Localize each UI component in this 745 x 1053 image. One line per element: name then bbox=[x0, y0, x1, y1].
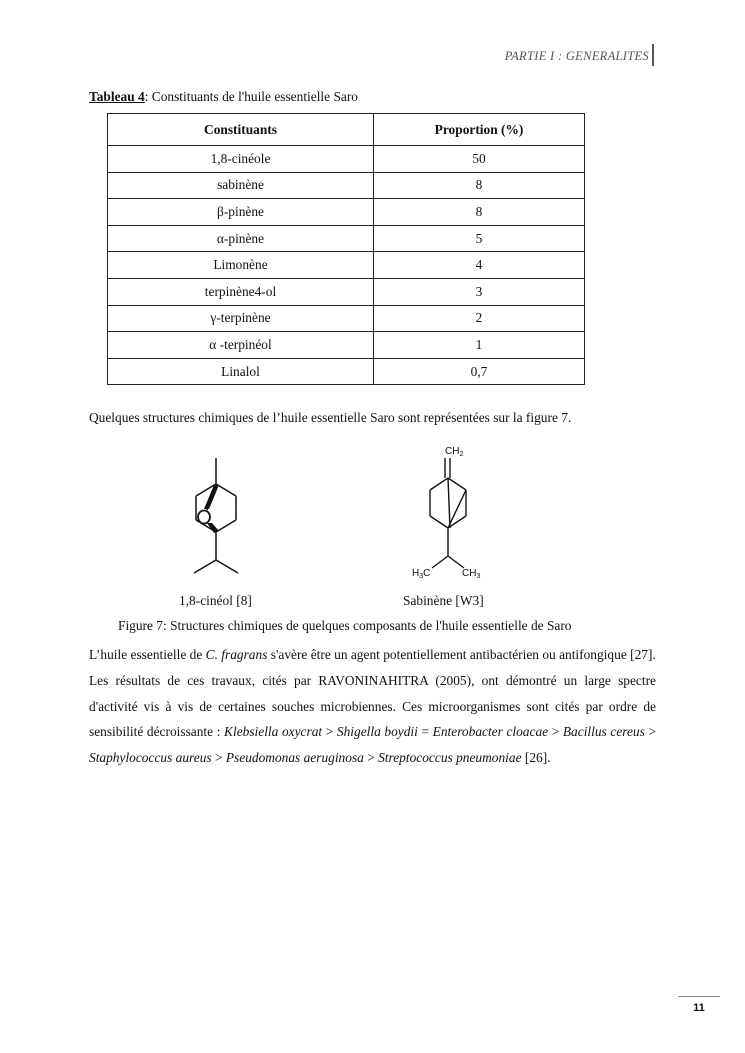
running-header: PARTIE I : GENERALITES bbox=[504, 49, 649, 63]
cell-constituent: α -terpinéol bbox=[108, 332, 374, 359]
table-caption-text: : Constituants de l'huile essentielle Saro bbox=[144, 89, 358, 104]
cell-constituent: α-pinène bbox=[108, 225, 374, 252]
table-caption bbox=[89, 89, 358, 105]
organism-name: Enterobacter cloacae bbox=[432, 724, 549, 740]
h3c-label: $H_3C$ bbox=[412, 568, 431, 580]
separator: > bbox=[363, 750, 379, 766]
text-run: [26]. bbox=[521, 750, 551, 766]
cell-proportion: 50 bbox=[374, 146, 585, 173]
cell-constituent: terpinène4-ol bbox=[108, 278, 374, 305]
header-cell-constituents: Constituants bbox=[108, 114, 374, 146]
oxygen-atom bbox=[198, 511, 210, 524]
ch2-label: $CH_2$ bbox=[445, 446, 464, 458]
cell-constituent: β-pinène bbox=[108, 199, 374, 226]
header-divider bbox=[652, 44, 654, 66]
paragraph-results bbox=[89, 668, 656, 771]
table-row bbox=[108, 252, 585, 279]
organism-name: Pseudomonas aeruginosa bbox=[225, 750, 364, 766]
text-run: L’huile essentielle de bbox=[89, 647, 206, 662]
cell-constituent: 1,8-cinéole bbox=[108, 146, 374, 173]
cell-proportion: 4 bbox=[374, 252, 585, 279]
organism-name: Staphylococcus aureus bbox=[89, 750, 212, 766]
sabinene-structure bbox=[410, 440, 490, 582]
organism-name: Klebsiella oxycrat bbox=[224, 724, 323, 740]
table-row bbox=[108, 305, 585, 332]
constituents-table bbox=[107, 113, 585, 385]
cineole-label: 1,8-cinéol [8] bbox=[179, 593, 252, 608]
table-header-row bbox=[108, 114, 585, 146]
cell-proportion: 8 bbox=[374, 199, 585, 226]
cell-proportion: 3 bbox=[374, 278, 585, 305]
table-row bbox=[108, 172, 585, 199]
table-row bbox=[108, 358, 585, 385]
separator: > bbox=[644, 724, 656, 740]
paragraph-activity bbox=[89, 642, 656, 668]
table-row bbox=[108, 278, 585, 305]
cell-constituent: Linalol bbox=[108, 358, 374, 385]
cineole-structure bbox=[185, 452, 250, 577]
table-caption-label: Tableau 4 bbox=[89, 89, 145, 104]
cell-proportion: 0,7 bbox=[374, 358, 585, 385]
separator: > bbox=[322, 724, 337, 740]
cell-constituent: sabinène bbox=[108, 172, 374, 199]
text-run: s'avère être un agent potentiellement antibactérien ou antifongique [27]. bbox=[267, 647, 656, 662]
cell-proportion: 5 bbox=[374, 225, 585, 252]
header-cell-proportion: Proportion (%) bbox=[374, 114, 585, 146]
organism-name: Shigella boydii bbox=[336, 724, 418, 740]
body-text bbox=[89, 642, 656, 771]
cell-proportion: 8 bbox=[374, 172, 585, 199]
organism-name: Bacillus cereus bbox=[562, 724, 645, 740]
separator: > bbox=[548, 724, 563, 740]
figure-caption: Figure 7: Structures chimiques de quelques composants de l'huile essentielle de Saro bbox=[118, 618, 572, 633]
text-run: Les résultats de ces travaux, cités par RAVONINAHITRA (2005), ont démontré un large spectre d'activité vis à vis de certaines souches microbiennes. Ces microorganismes sont cités par ordre de sensibilité décroissante : bbox=[89, 672, 656, 740]
cell-proportion: 1 bbox=[374, 332, 585, 359]
cell-constituent: Limonène bbox=[108, 252, 374, 279]
cell-proportion: 2 bbox=[374, 305, 585, 332]
table-row bbox=[108, 146, 585, 173]
cell-constituent: γ-terpinène bbox=[108, 305, 374, 332]
figure-intro-text: Quelques structures chimiques de l’huile essentielle Saro sont représentées sur la figure 7. bbox=[89, 410, 572, 425]
page-number: 11 bbox=[693, 1002, 705, 1014]
footer-divider bbox=[678, 996, 720, 997]
separator: > bbox=[211, 750, 226, 766]
ch3-label: $CH_3$ bbox=[462, 568, 481, 580]
table-row bbox=[108, 225, 585, 252]
table-row bbox=[108, 332, 585, 359]
table-row bbox=[108, 199, 585, 226]
separator: = bbox=[417, 724, 433, 740]
species-name: C. fragrans bbox=[205, 647, 268, 662]
sabinene-label: Sabinène [W3] bbox=[403, 593, 484, 608]
organism-name: Streptococcus pneumoniae bbox=[378, 750, 522, 766]
